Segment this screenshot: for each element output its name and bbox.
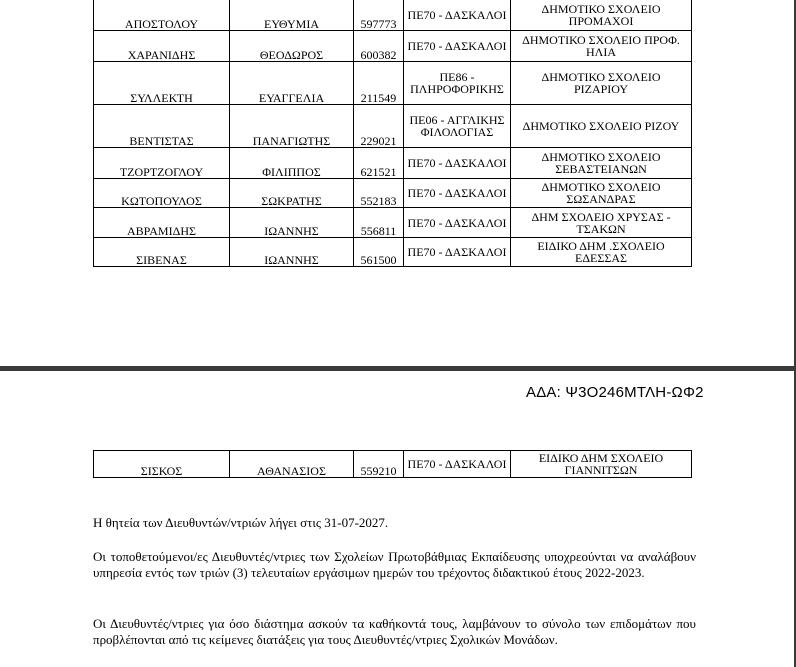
specialty-cell: ΠΕ70 - ΔΑΣΚΑΛΟΙ — [404, 0, 511, 31]
specialty-cell: ΠΕ70 - ΔΑΣΚΑΛΟΙ — [404, 179, 511, 208]
surname-cell: ΒΕΝΤΙΣΤΑΣ — [94, 105, 230, 148]
school-cell: ΕΙΔΙΚΟ ΔΗΜ ΣΧΟΛΕΙΟ ΓΙΑΝΝΙΤΣΩΝ — [511, 451, 692, 478]
surname-cell: ΣΙΒΕΝΑΣ — [94, 238, 230, 267]
name-cell: ΕΥΘΥΜΙΑ — [230, 0, 354, 31]
principals-table-continued — [93, 450, 692, 478]
paragraph-term: Η θητεία των Διευθυντών/ντριών λήγει στις 31-07-2027. — [93, 515, 389, 530]
name-cell: ΑΘΑΝΑΣΙΟΣ — [230, 451, 354, 478]
surname-cell: ΧΑΡΑΝΙΔΗΣ — [94, 31, 230, 62]
document-page-2 — [0, 371, 796, 667]
surname-cell: ΤΖΟΡΤΖΟΓΛΟΥ — [94, 148, 230, 179]
table-row — [94, 105, 692, 148]
table-row — [94, 31, 692, 62]
principals-table — [93, 0, 692, 267]
surname-cell: ΣΥΛΛΕΚΤΗ — [94, 62, 230, 105]
name-cell: ΘΕΟΔΩΡΟΣ — [230, 31, 354, 62]
ada-code: ΑΔΑ: Ψ3Ο246ΜΤΛΗ-ΩΦ2 — [526, 384, 704, 401]
specialty-cell: ΠΕ86 - ΠΛΗΡΟΦΟΡΙΚΗΣ — [404, 62, 511, 105]
surname-cell: ΚΩΤΟΠΟΥΛΟΣ — [94, 179, 230, 208]
specialty-cell: ΠΕ70 - ΔΑΣΚΑΛΟΙ — [404, 208, 511, 238]
school-cell: ΔΗΜ ΣΧΟΛΕΙΟ ΧΡΥΣΑΣ - ΤΣΑΚΩΝ — [511, 208, 692, 238]
table-row — [94, 208, 692, 238]
specialty-cell: ΠΕ70 - ΔΑΣΚΑΛΟΙ — [404, 31, 511, 62]
name-cell: ΠΑΝΑΓΙΩΤΗΣ — [230, 105, 354, 148]
registry-number-cell: 561500 — [354, 238, 404, 267]
registry-number-cell: 559210 — [354, 451, 404, 478]
specialty-cell: ΠΕ70 - ΔΑΣΚΑΛΟΙ — [404, 148, 511, 179]
specialty-cell: ΠΕ06 - ΑΓΓΛΙΚΗΣ ΦΙΛΟΛΟΓΙΑΣ — [404, 105, 511, 148]
surname-cell: ΑΠΟΣΤΟΛΟΥ — [94, 0, 230, 31]
table-row — [94, 451, 692, 478]
school-cell: ΔΗΜΟΤΙΚΟ ΣΧΟΛΕΙΟ ΠΡΟΦ. ΗΛΙΑ — [511, 31, 692, 62]
registry-number-cell: 229021 — [354, 105, 404, 148]
registry-number-cell: 597773 — [354, 0, 404, 31]
school-cell: ΔΗΜΟΤΙΚΟ ΣΧΟΛΕΙΟ ΣΩΣΑΝΔΡΑΣ — [511, 179, 692, 208]
table-row — [94, 179, 692, 208]
name-cell: ΦΙΛΙΠΠΟΣ — [230, 148, 354, 179]
name-cell: ΣΩΚΡΑΤΗΣ — [230, 179, 354, 208]
specialty-cell: ΠΕ70 - ΔΑΣΚΑΛΟΙ — [404, 238, 511, 267]
surname-cell: ΣΙΣΚΟΣ — [94, 451, 230, 478]
registry-number-cell: 600382 — [354, 31, 404, 62]
specialty-cell: ΠΕ70 - ΔΑΣΚΑΛΟΙ — [404, 451, 511, 478]
table-row — [94, 148, 692, 179]
name-cell: ΕΥΑΓΓΕΛΙΑ — [230, 62, 354, 105]
paragraph-duties: Οι τοποθετούμενοι/ες Διευθυντές/ντριες των Σχολείων Πρωτοβάθμιας Εκπαίδευσης υποχρεούνται να αναλάβουν υπηρεσία εντός των τριών (3) τελευταίων εργάσιμων ημερών του τρέχοντος διδακτικού έτους 2022-2023. — [93, 549, 696, 580]
school-cell: ΔΗΜΟΤΙΚΟ ΣΧΟΛΕΙΟ ΡΙΖΟΥ — [511, 105, 692, 148]
table-row — [94, 62, 692, 105]
name-cell: ΙΩΑΝΝΗΣ — [230, 238, 354, 267]
paragraph-allowances: Οι Διευθυντές/ντριες για όσο διάστημα ασκούν τα καθήκοντά τους, λαμβάνουν το σύνολο των επιδομάτων που προβλέπονται από τις κείμενες διατάξεις για τους Διευθυντές/ντριες Σχολικών Μονάδων. — [93, 616, 696, 647]
registry-number-cell: 556811 — [354, 208, 404, 238]
school-cell: ΔΗΜΟΤΙΚΟ ΣΧΟΛΕΙΟ ΠΡΟΜΑΧΟΙ — [511, 0, 692, 31]
school-cell: ΔΗΜΟΤΙΚΟ ΣΧΟΛΕΙΟ ΣΕΒΑΣΤΕΙΑΝΩΝ — [511, 148, 692, 179]
surname-cell: ΑΒΡΑΜΙΔΗΣ — [94, 208, 230, 238]
registry-number-cell: 552183 — [354, 179, 404, 208]
school-cell: ΔΗΜΟΤΙΚΟ ΣΧΟΛΕΙΟ ΡΙΖΑΡΙΟΥ — [511, 62, 692, 105]
registry-number-cell: 621521 — [354, 148, 404, 179]
school-cell: ΕΙΔΙΚΟ ΔΗΜ .ΣΧΟΛΕΙΟ ΕΔΕΣΣΑΣ — [511, 238, 692, 267]
table-row — [94, 0, 692, 31]
name-cell: ΙΩΑΝΝΗΣ — [230, 208, 354, 238]
registry-number-cell: 211549 — [354, 62, 404, 105]
table-row — [94, 238, 692, 267]
